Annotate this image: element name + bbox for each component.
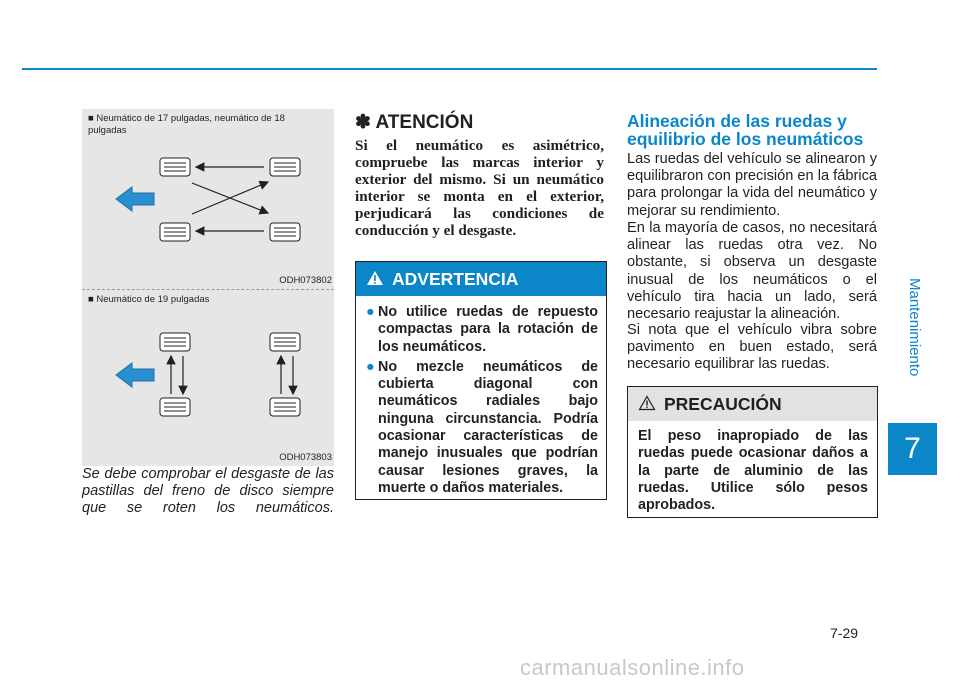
bullet-icon: ● bbox=[366, 304, 375, 320]
figure-code: ODH073802 bbox=[279, 275, 332, 286]
caution-triangle-icon bbox=[638, 388, 656, 422]
caution-header bbox=[628, 387, 877, 421]
alignment-paragraph: Si nota que el vehículo vibra sobre pavimento en buen estado, será necesario equilibrar las ruedas. bbox=[627, 322, 877, 373]
direction-arrow-icon bbox=[116, 187, 154, 211]
tire-rear-left bbox=[160, 398, 190, 416]
brake-pad-note: Se debe comprobar el desgaste de las pastillas del freno de disco siempre que se roten los neumáticos. bbox=[82, 466, 334, 516]
watermark: carmanualsonline.info bbox=[520, 655, 745, 680]
alignment-paragraph: Las ruedas del vehículo se alinearon y equilibraron con precisión en la fábrica para prolongar la vida del neumático y mejorar su rendimiento. bbox=[627, 151, 877, 219]
warning-header bbox=[356, 262, 606, 296]
header-rule bbox=[22, 68, 877, 70]
figure-caption: ■ Neumático de 17 pulgadas, neumático de 18 pulgadas bbox=[88, 113, 285, 136]
caution-body: El peso inapropiado de las ruedas puede ocasionar daños a la parte de aluminio de las ruedas. Utilice sólo pesos aprobados. bbox=[638, 428, 868, 514]
figure-code: ODH073803 bbox=[279, 452, 332, 463]
tire-front-right bbox=[270, 158, 300, 176]
figure-caption: ■ Neumático de 19 pulgadas bbox=[88, 294, 210, 305]
caution-title: PRECAUCIÓN bbox=[664, 394, 782, 414]
tire-rear-left bbox=[160, 223, 190, 241]
bullet-icon: ● bbox=[366, 358, 375, 375]
tire-front-right bbox=[270, 333, 300, 351]
list-item bbox=[366, 359, 598, 497]
warning-item-text: No mezcle neumáticos de cubierta diagonal con neumáticos radiales bajo ninguna circunstancia. Podría ocasionar características de manejo inusuales que podrían causar lesiones graves, la muerte o daños materiales. bbox=[378, 358, 598, 496]
page-number: 7-29 bbox=[830, 625, 859, 641]
tire-rear-right bbox=[270, 223, 300, 241]
alignment-paragraph: En la mayoría de casos, no necesitará alinear las ruedas otra vez. No obstante, si observa un desgaste inusual de los neumáticos o el vehículo tira hacia un lado, será necesario reajustar la alineación. bbox=[627, 220, 877, 323]
warning-list bbox=[366, 304, 598, 500]
tire-rotation-figure-19 bbox=[82, 289, 334, 466]
tire-front-left bbox=[160, 158, 190, 176]
chapter-label: Mantenimiento bbox=[906, 277, 923, 377]
warning-box bbox=[355, 261, 607, 500]
tire-front-left bbox=[160, 333, 190, 351]
tire-rear-right bbox=[270, 398, 300, 416]
tire-rotation-figure-17-18 bbox=[82, 109, 334, 289]
attention-title: ✽ ATENCIÓN bbox=[355, 112, 474, 133]
attention-body: Si el neumático es asimétrico, compruebe las marcas interior y exterior del mismo. Si un neumático interior se monta en el exterior, perjudicará las condiciones de conducción y el desgaste. bbox=[355, 137, 604, 239]
caution-box bbox=[627, 386, 878, 518]
chapter-number: 7 bbox=[888, 423, 937, 475]
list-item bbox=[366, 304, 598, 356]
direction-arrow-icon bbox=[116, 363, 154, 387]
rotation-diagram-straight bbox=[82, 290, 334, 466]
warning-triangle-icon bbox=[366, 263, 384, 297]
warning-item-text: No utilice ruedas de repuesto compactas para la rotación de los neumáticos. bbox=[378, 304, 598, 355]
section-title: Alineación de las ruedas y equilibrio de los neumáticos bbox=[627, 111, 864, 149]
warning-title: ADVERTENCIA bbox=[392, 269, 519, 289]
